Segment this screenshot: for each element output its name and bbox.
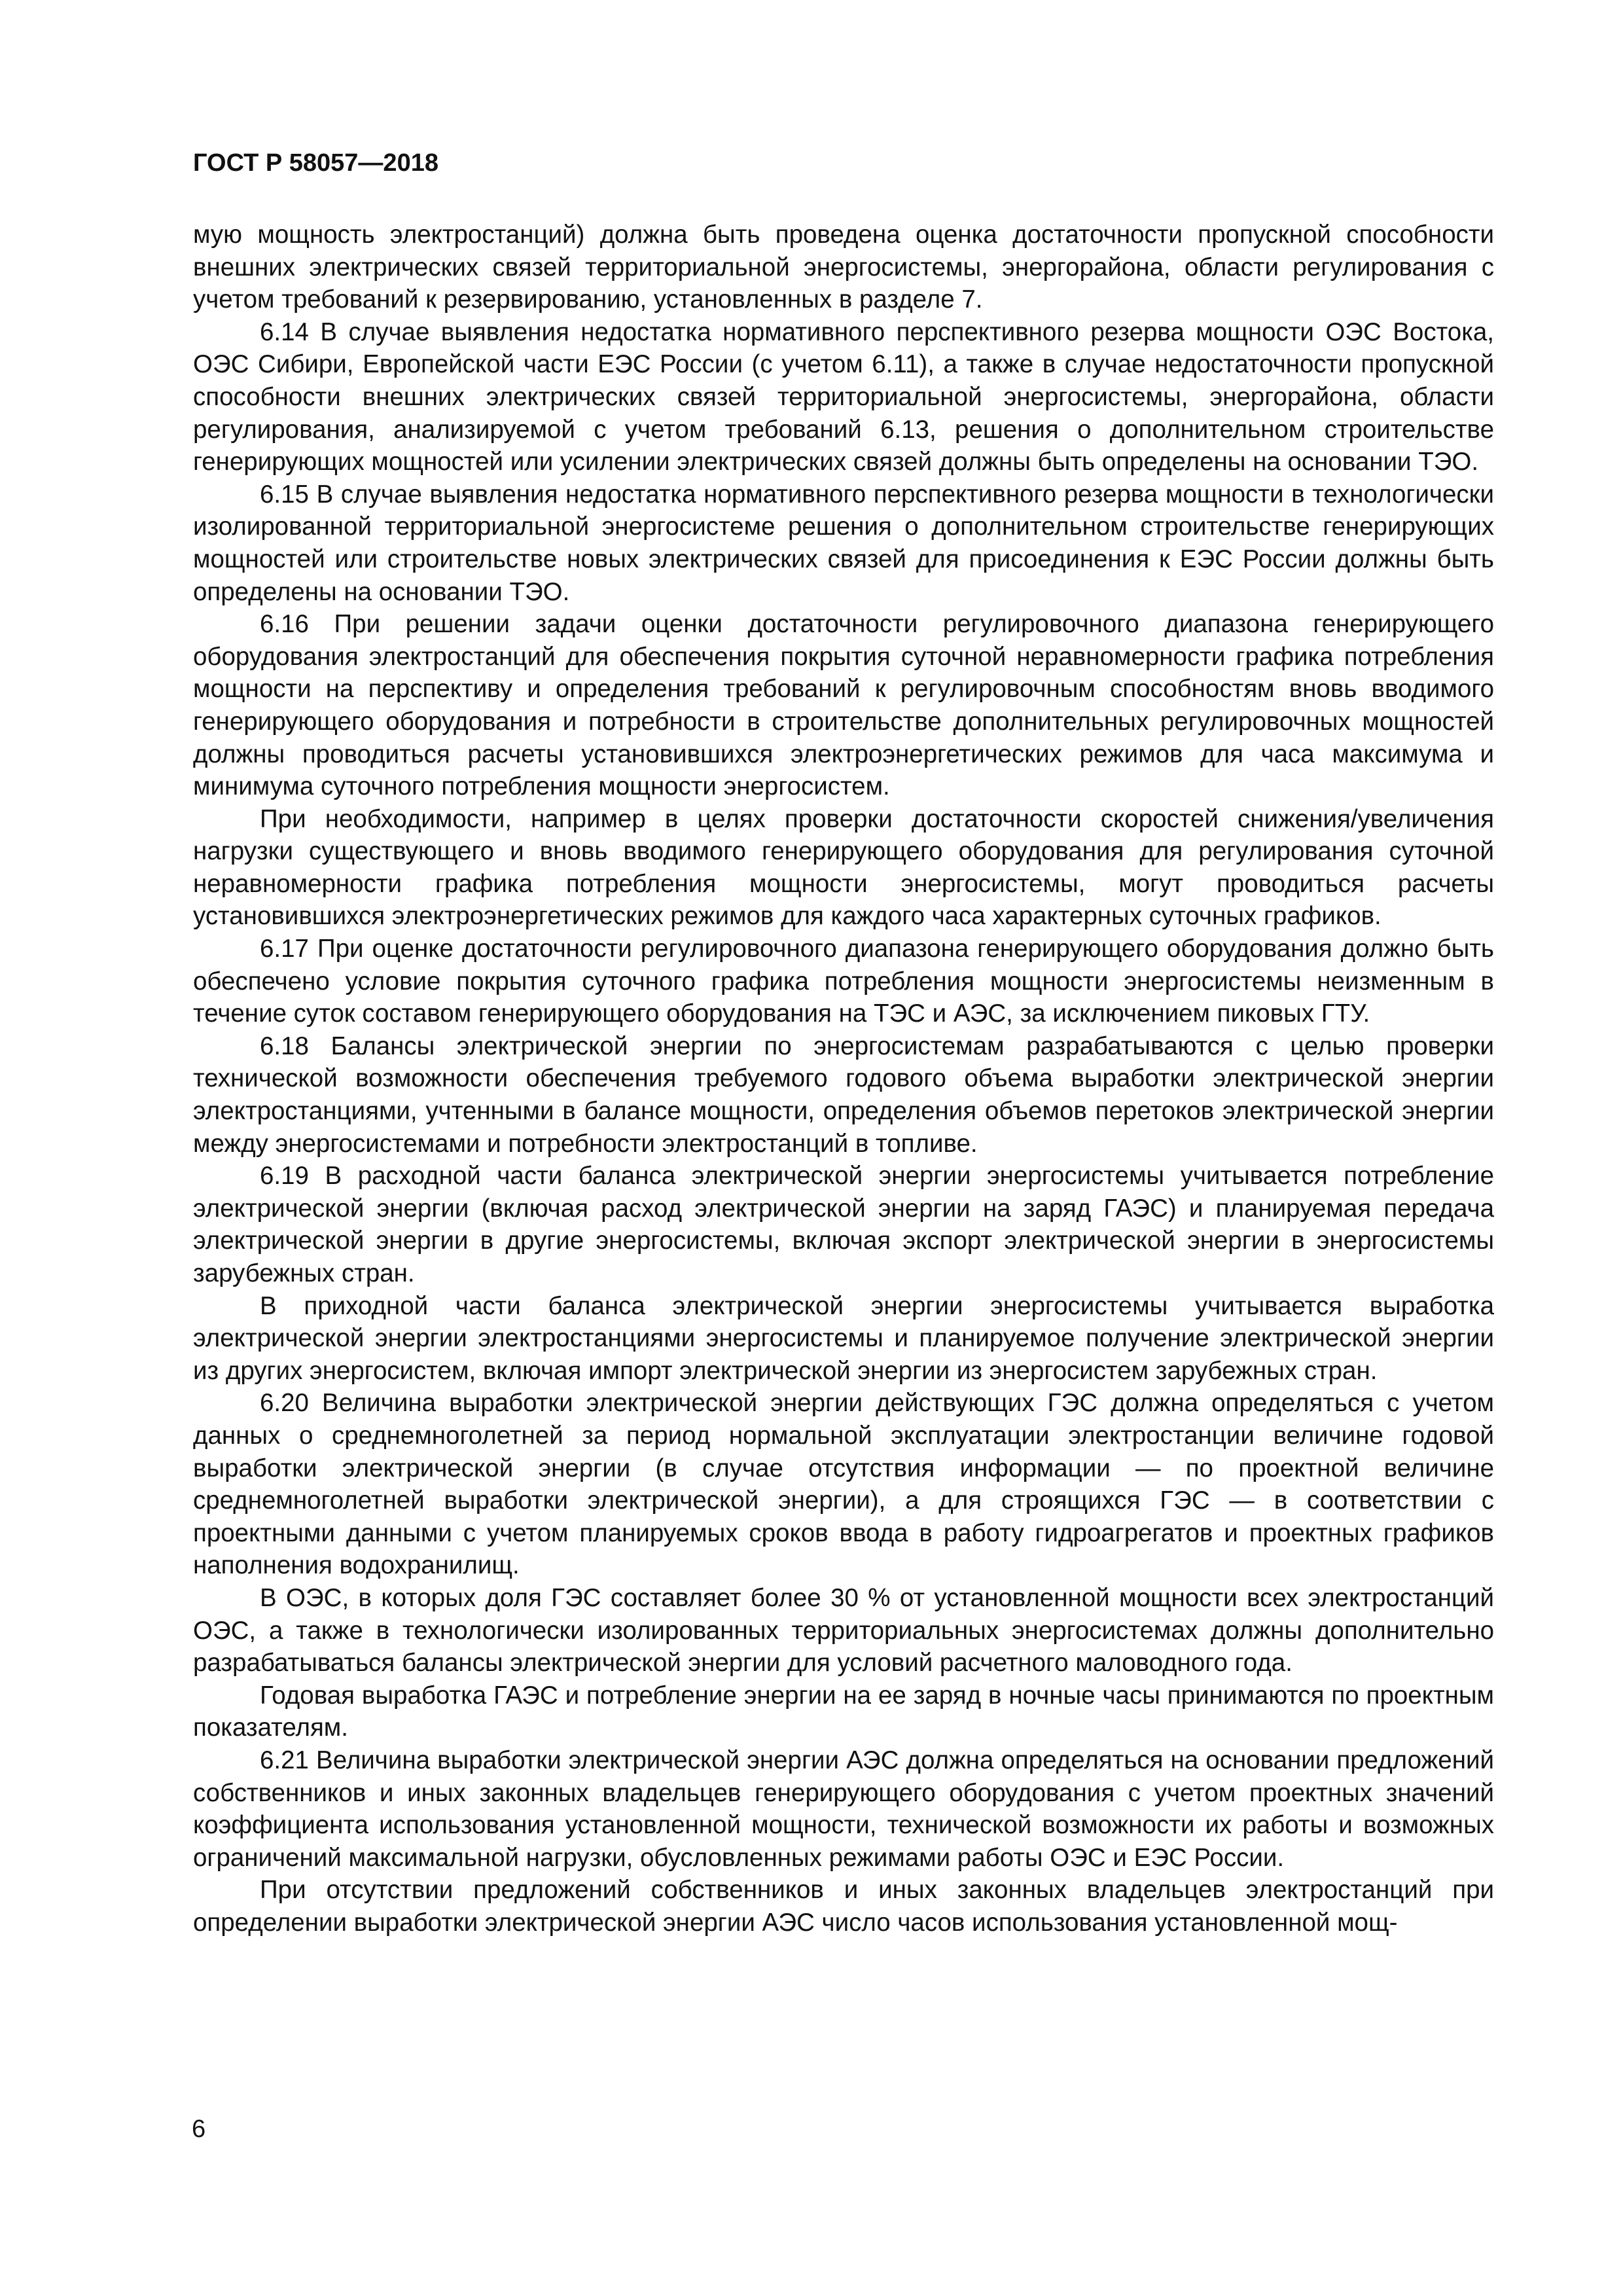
paragraph-6-15: 6.15 В случае выявления недостатка нормативного перспективного резерва мощности в технологически изолированной территориальной энергосистеме решения о дополнительном строительстве генерирующих мощностей или строительстве новых электрических связей для присоединения к ЕЭС России должны быть определены на основании ТЭО. xyxy=(193,480,1494,606)
paragraph-continuation: мую мощность электростанций) должна быть проведена оценка достаточности пропускной способности внешних электрических связей территориальной энергосистемы, энергорайона, области регулирования с учетом требований к резервированию, установленных в разделе 7. xyxy=(193,221,1494,314)
paragraph-6-16: 6.16 При решении задачи оценки достаточности регулировочного диапазона генерирующего оборудования электростанций для обеспечения покрытия суточной неравномерности графика потребления мощности на перспективу и определения требований к регулировочным способностям вновь вводимого генерирующего оборудования и потребности в строительстве дополнительных регулировочных мощностей должны проводиться расчеты установившихся электроэнергетических режимов для часа максимума и минимума суточного потребления мощности энергосистем. xyxy=(193,610,1494,801)
paragraph-6-20-gaes: Годовая выработка ГАЭС и потребление энергии на ее заряд в ночные часы принимаются по проектным показателям. xyxy=(193,1681,1494,1742)
paragraph-6-21-note: При отсутствии предложений собственников и иных законных владельцев электростанций при определении выработки электрической энергии АЭС число часов использования установленной мощ- xyxy=(193,1876,1494,1937)
paragraph-6-16-note: При необходимости, например в целях проверки достаточности скоростей снижения/увеличения нагрузки существующего и вновь вводимого генерирующего оборудования для регулирования суточной неравномерности графика потребления мощности энергосистемы, могут проводиться расчеты установившихся электроэнергетических режимов для каждого часа характерных суточных графиков. xyxy=(193,804,1494,931)
paragraph-6-18: 6.18 Балансы электрической энергии по энергосистемам разрабатываются с целью проверки технической возможности обеспечения требуемого годового объема выработки электрической энергии электростанциями, учтенными в балансе мощности, определения объемов перетоков электрической энергии между энергосистемами и потребности электростанций в топливе. xyxy=(193,1031,1494,1158)
paragraph-6-14: 6.14 В случае выявления недостатка нормативного перспективного резерва мощности ОЭС Востока, ОЭС Сибири, Европейской части ЕЭС России (с учетом 6.11), а также в случае недостаточности пропускной способности внешних электрических связей территориальной энергосистемы, энергорайона, области регулирования, анализируемой с учетом требований 6.13, решения о дополнительном строительстве генерирующих мощностей или усилении электрических связей должны быть определены на основании ТЭО. xyxy=(193,317,1494,476)
document-header: ГОСТ Р 58057—2018 xyxy=(193,149,438,177)
paragraph-6-19-income: В приходной части баланса электрической энергии энергосистемы учитывается выработка электрической энергии электростанциями энергосистемы и планируемое получение электрической энергии из других энергосистем, включая импорт электрической энергии из энергосистем зарубежных стран. xyxy=(193,1291,1494,1385)
paragraph-6-20-oes: В ОЭС, в которых доля ГЭС составляет более 30 % от установленной мощности всех электростанций ОЭС, а также в технологически изолированных территориальных энергосистемах должны дополнительно разрабатываться балансы электрической энергии для условий расчетного маловодного года. xyxy=(193,1583,1494,1677)
paragraph-6-20: 6.20 Величина выработки электрической энергии действующих ГЭС должна определяться с учетом данных о среднемноголетней за период нормальной эксплуатации электростанции величине годовой выработки электрической энергии (в случае отсутствия информации — по проектной величине среднемноголетней выработки электрической энергии), а для строящихся ГЭС — в соответствии с проектными данными с учетом планируемых сроков ввода в работу гидроагрегатов и проектных графиков наполнения водохранилищ. xyxy=(193,1389,1494,1580)
paragraph-6-21: 6.21 Величина выработки электрической энергии АЭС должна определяться на основании предложений собственников и иных законных владельцев генерирующего оборудования с учетом проектных значений коэффициента использования установленной мощности, технической возможности их работы и возможных ограничений максимальной нагрузки, обусловленных режимами работы ОЭС и ЕЭС России. xyxy=(193,1746,1494,1872)
document-body xyxy=(193,219,1494,1939)
paragraph-6-17: 6.17 При оценке достаточности регулировочного диапазона генерирующего оборудования должно быть обеспечено условие покрытия суточного графика потребления мощности энергосистемы неизменным в течение суток составом генерирующего оборудования на ТЭС и АЭС, за исключением пиковых ГТУ. xyxy=(193,935,1494,1028)
paragraph-6-19: 6.19 В расходной части баланса электрической энергии энергосистемы учитывается потребление электрической энергии (включая расход электрической энергии на заряд ГАЭС) и планируемая передача электрической энергии в другие энергосистемы, включая экспорт электрической энергии в энергосистемы зарубежных стран. xyxy=(193,1162,1494,1287)
page-number: 6 xyxy=(192,2115,206,2143)
